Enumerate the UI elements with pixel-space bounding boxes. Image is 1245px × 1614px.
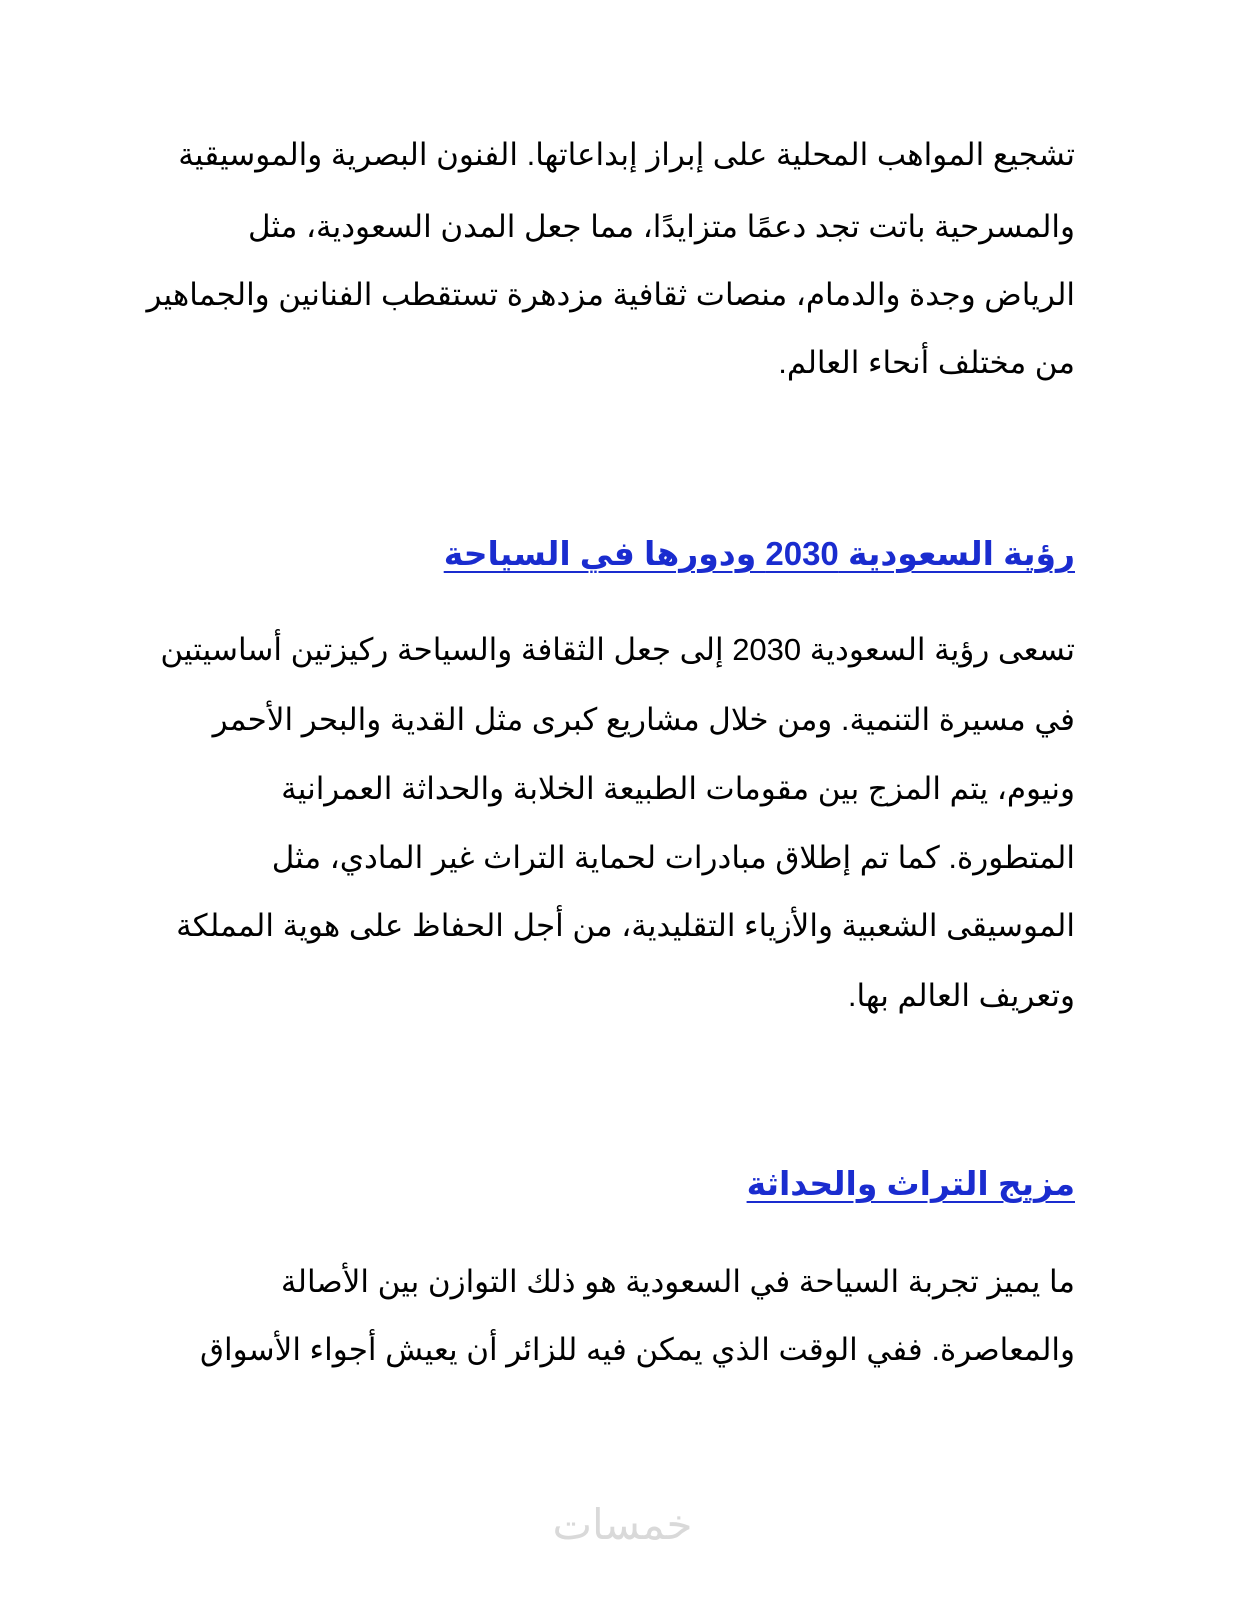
heritage-line: والمعاصرة. ففي الوقت الذي يمكن فيه للزائر أن يعيش أجواء الأسواق bbox=[199, 1332, 1075, 1367]
section-heading-vision-2030[interactable]: رؤية السعودية 2030 ودورها في السياحة bbox=[443, 535, 1075, 572]
vision-line: في مسيرة التنمية. ومن خلال مشاريع كبرى مثل القدية والبحر الأحمر bbox=[212, 702, 1075, 737]
vision-line: وتعريف العالم بها. bbox=[847, 978, 1075, 1013]
vision-paragraph bbox=[135, 630, 1075, 1030]
vision-line: الموسيقى الشعبية والأزياء التقليدية، من أجل الحفاظ على هوية المملكة bbox=[176, 908, 1075, 943]
heritage-line: ما يميز تجربة السياحة في السعودية هو ذلك التوازن بين الأصالة bbox=[280, 1264, 1075, 1299]
intro-line: والمسرحية باتت تجد دعمًا متزايدًا، مما جعل المدن السعودية، مثل bbox=[247, 209, 1075, 244]
intro-paragraph bbox=[135, 135, 1075, 395]
intro-line: الرياض وجدة والدمام، منصات ثقافية مزدهرة تستقطب الفنانين والجماهير bbox=[146, 277, 1075, 312]
vision-line: تسعى رؤية السعودية 2030 إلى جعل الثقافة والسياحة ركيزتين أساسيتين bbox=[160, 632, 1075, 667]
section-heading-heritage-modernity[interactable]: مزيج التراث والحداثة bbox=[746, 1165, 1075, 1202]
vision-line: المتطورة. كما تم إطلاق مبادرات لحماية التراث غير المادي، مثل bbox=[271, 840, 1075, 875]
heritage-paragraph bbox=[135, 1262, 1075, 1382]
watermark-logo: خمسات bbox=[552, 1501, 693, 1548]
vision-line: ونيوم، يتم المزج بين مقومات الطبيعة الخلابة والحداثة العمرانية bbox=[281, 771, 1075, 806]
intro-line: تشجيع المواهب المحلية على إبراز إبداعاتها. الفنون البصرية والموسيقية bbox=[178, 137, 1075, 172]
intro-line: من مختلف أنحاء العالم. bbox=[778, 345, 1075, 380]
